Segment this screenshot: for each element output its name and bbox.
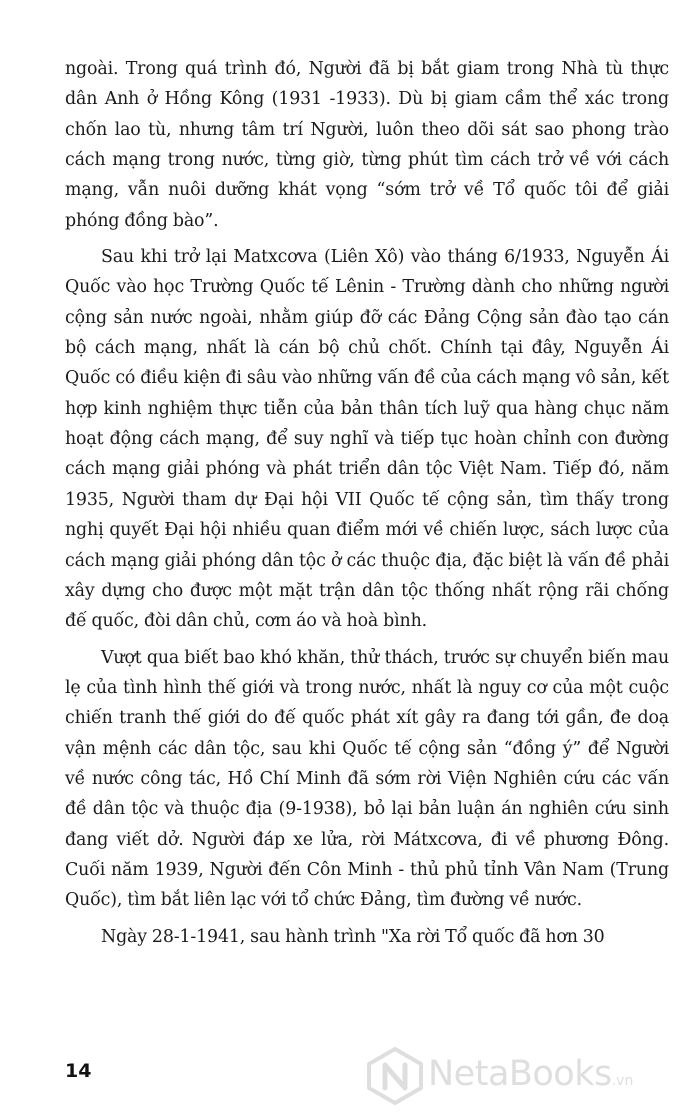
watermark-suffix: .vn [611, 1073, 634, 1089]
watermark-brand: NetaBooks [428, 1054, 612, 1094]
watermark [366, 1044, 696, 1110]
page-number: 14 [65, 1060, 92, 1082]
paragraph-1: ngoài. Trong quá trình đó, Người đã bị bắt giam trong Nhà tù thực dân Anh ở Hồng Kông (1931 -1933). Dù bị giam cầm thể xác trong chốn lao tù, nhưng tâm trí Người, luôn theo dõi sát sao phong trào cách mạng trong nước, từng giờ, từng phút tìm cách trở về với cách mạng, vẫn nuôi dưỡng khát vọng “sớm trở về Tổ quốc tôi để giải phóng đồng bào”. [65, 59, 669, 231]
paragraph-2: Sau khi trở lại Matxcơva (Liên Xô) vào tháng 6/1933, Nguyễn Ái Quốc vào học Trường Quốc tế Lênin - Trường dành cho những người cộng sản nước ngoài, nhằm giúp đỡ các Đảng Cộng sản đào tạo cán bộ cách mạng, nhất là cán bộ chủ chốt. Chính tại đây, Nguyễn Ái Quốc có điều kiện đi sâu vào những vấn đề của cách mạng vô sản, kết hợp kinh nghiệm thực tiễn của bản thân tích luỹ qua hàng chục năm hoạt động cách mạng, để suy nghĩ và tiếp tục hoàn chỉnh con đường cách mạng giải phóng và phát triển dân tộc Việt Nam. Tiếp đó, năm 1935, Người tham dự Đại hội VII Quốc tế cộng sản, tìm thấy trong nghị quyết Đại hội nhiều quan điểm mới về chiến lược, sách lược của cách mạng giải phóng dân tộc ở các thuộc địa, đặc biệt là vấn đề phải xây dựng cho được một mặt trận dân tộc thống nhất rộng rãi chống đế quốc, đòi dân chủ, cơm áo và hoà bình. [65, 247, 669, 632]
paragraph-3: Vượt qua biết bao khó khăn, thử thách, trước sự chuyển biến mau lẹ của tình hình thế giới và trong nước, nhất là nguy cơ của một cuộc chiến tranh thế giới do đế quốc phát xít gây ra đang tới gần, đe doạ vận mệnh các dân tộc, sau khi Quốc tế cộng sản “đồng ý” để Người về nước công tác, Hồ Chí Minh đã sớm rời Viện Nghiên cứu các vấn đề dân tộc và thuộc địa (9-1938), bỏ lại bản luận án nghiên cứu sinh đang viết dở. Người đáp xe lửa, rời Mátxcơva, đi về phương Đông. Cuối năm 1939, Người đến Côn Minh - thủ phủ tỉnh Vân Nam (Trung Quốc), tìm bắt liên lạc với tổ chức Đảng, tìm đường về nước. [65, 647, 669, 911]
watermark-text [428, 1054, 633, 1094]
paragraph-4: Ngày 28-1-1941, sau hành trình "Xa rời Tổ quốc đã hơn 30 [101, 926, 605, 947]
page-body [65, 54, 669, 952]
netabooks-n-logo-icon [366, 1047, 424, 1105]
